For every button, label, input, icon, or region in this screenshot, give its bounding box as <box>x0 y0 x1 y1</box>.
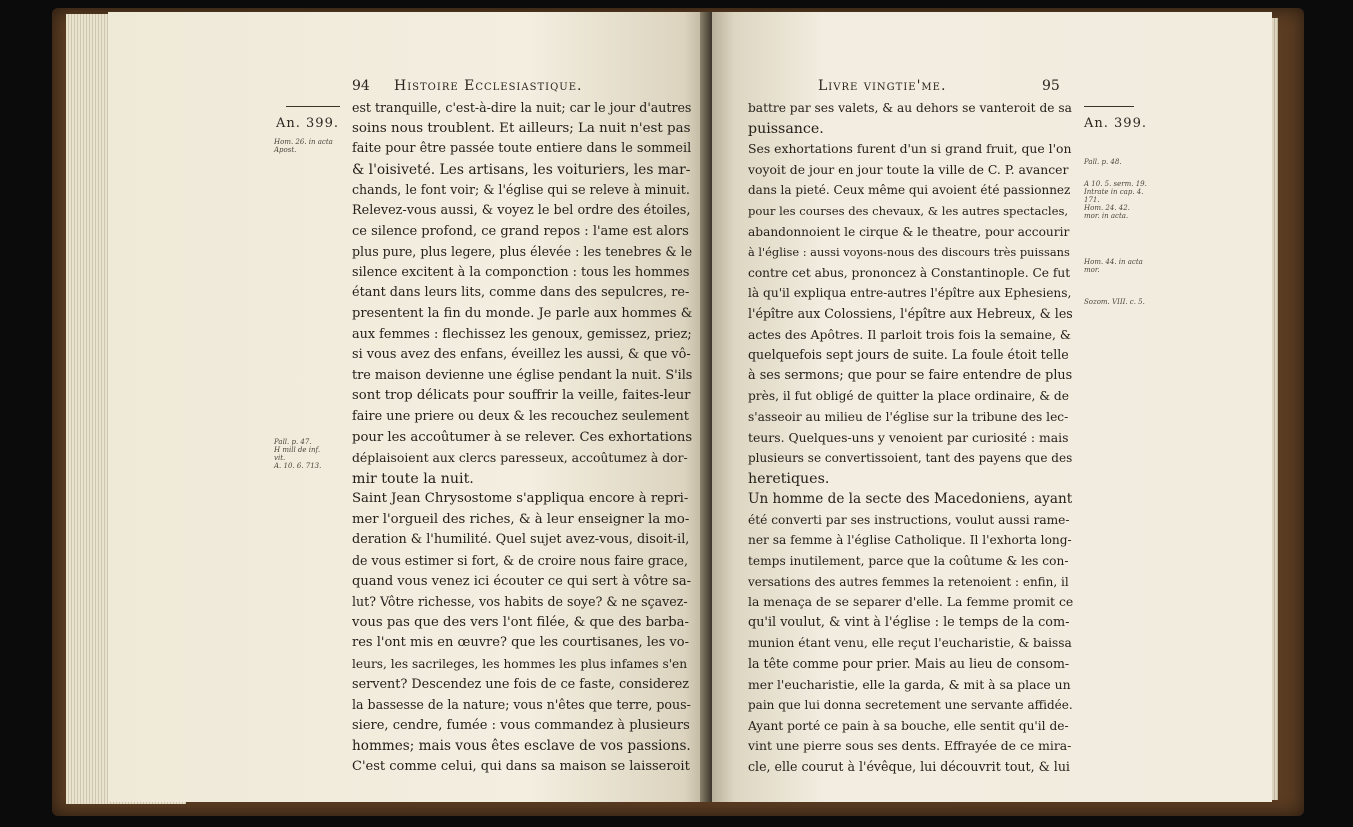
left-year: An. 399. <box>276 116 339 131</box>
text-line: tre maison devienne une église pendant la nuit. S'ils <box>352 367 692 383</box>
text-line: plus pure, plus legere, plus élevée : les tenebres & le <box>352 244 692 260</box>
text-line: faire une priere ou deux & les recouchez seulement <box>352 408 689 424</box>
text-line: C'est comme celui, qui dans sa maison se laisseroit <box>352 759 690 774</box>
text-line: étant dans leurs lits, comme dans des sepulcres, re- <box>352 285 690 301</box>
text-line: faite pour être passée toute entiere dans le sommeil <box>352 141 692 157</box>
text-line: temps inutilement, parce que la coûtume & les con- <box>748 554 1069 569</box>
text-line: l'épître aux Colossiens, l'épître aux Hebreux, & les <box>748 305 1073 321</box>
text-line: pour les accoûtumer à se relever. Ces exhortations <box>352 429 692 445</box>
text-line: sont trop délicats pour souffrir la veille, faites-leur <box>352 388 691 404</box>
text-line: lut? Vôtre richesse, vos habits de soye? & ne sçavez- <box>352 594 688 610</box>
margin-note: Hom. 44. in acta mor. <box>1084 258 1143 274</box>
text-line: de vous estimer si fort, & de croire nous faire grace, <box>352 553 688 569</box>
right-running-head: Livre vingtie'me. <box>818 78 947 94</box>
text-line: puissance. <box>748 120 824 137</box>
text-line: mer l'eucharistie, elle la garda, & mit à sa place un <box>748 676 1071 692</box>
text-line: qu'il voulut, & vint à l'église : le temps de la com- <box>748 614 1070 630</box>
text-line: ce silence profond, ce grand repos : l'ame est alors <box>352 223 689 239</box>
text-line: mer l'orgueil des riches, & à leur enseigner la mo- <box>352 511 690 527</box>
text-line: contre cet abus, prononcez à Constantinople. Ce fut <box>748 265 1071 280</box>
left-running-head: Histoire Ecclesiastique. <box>394 78 583 94</box>
text-line: est tranquille, c'est-à-dire la nuit; car le jour d'autres <box>352 100 692 115</box>
text-line: quand vous venez ici écouter ce qui sert à vôtre sa- <box>352 573 692 589</box>
text-line: vous pas que des vers l'ont filée, & que des barba- <box>352 614 689 630</box>
right-page-number: 95 <box>1042 78 1060 94</box>
text-line: cle, elle courut à l'évêque, lui découvrit tout, & lui <box>748 759 1070 774</box>
text-line: abandonnoient le cirque & le theatre, pour accourir <box>748 224 1070 239</box>
right-year: An. 399. <box>1084 116 1147 131</box>
text-line: servent? Descendez une fois de ce faste, considerez <box>352 676 690 692</box>
text-line: pour les courses des chevaux, & les autres spectacles, <box>748 203 1069 218</box>
text-line: battre par ses valets, & au dehors se vanteroit de sa <box>748 101 1072 115</box>
text-line: pain que lui donna secretement une servante affidée. <box>748 698 1073 713</box>
right-body-text <box>748 98 1073 778</box>
text-line: Un homme de la secte des Macedoniens, ayant <box>748 491 1073 508</box>
text-line: Relevez-vous aussi, & voyez le bel ordre des étoiles, <box>352 202 691 218</box>
text-line: leurs, les sacrileges, les hommes les plus infames s'en <box>352 657 688 672</box>
text-line: à l'église : aussi voyons-nous des discours très puissans <box>748 245 1070 260</box>
text-line: deration & l'humilité. Quel sujet avez-vous, disoit-il, <box>352 532 690 548</box>
text-line: munion étant venu, elle reçut l'eucharistie, & baissa <box>748 636 1072 651</box>
text-line: Ayant porté ce pain à sa bouche, elle sentit qu'il de- <box>748 718 1069 733</box>
text-line: silence excitent à la componction : tous les hommes <box>352 264 690 280</box>
text-line: près, il fut obligé de quitter la place ordinaire, & de <box>748 389 1069 404</box>
text-line: plusieurs se convertissoient, tant des payens que des <box>748 451 1073 466</box>
year-rule <box>286 106 340 107</box>
right-page <box>712 12 1272 802</box>
text-line: à ses sermons; que pour se faire entendre de plus <box>748 367 1073 383</box>
margin-note: Hom. 26. in acta Apost. <box>274 138 333 154</box>
text-line: versations des autres femmes la retenoient : enfin, il <box>748 574 1069 589</box>
text-line: vint une pierre sous ses dents. Effrayée de ce mira- <box>748 738 1072 754</box>
text-line: la tête comme pour prier. Mais au lieu de consom- <box>748 656 1070 672</box>
text-line: res l'ont mis en œuvre? que les courtisanes, les vo- <box>352 635 689 651</box>
text-line: Ses exhortations furent d'un si grand fruit, que l'on <box>748 141 1072 157</box>
margin-note: Sozom. VIII. c. 5. <box>1084 298 1145 306</box>
text-line: quelquefois sept jours de suite. La foule étoit telle <box>748 347 1069 363</box>
text-line: la menaça de se separer d'elle. La femme promit ce <box>748 594 1073 610</box>
left-page <box>108 12 708 802</box>
text-line: s'asseoir au milieu de l'église sur la tribune des lec- <box>748 409 1069 424</box>
text-line: actes des Apôtres. Il parloit trois fois la semaine, & <box>748 326 1071 342</box>
text-line: teurs. Quelques-uns y venoient par curiosité : mais <box>748 429 1069 445</box>
text-line: été converti par ses instructions, voulut aussi rame- <box>748 512 1070 527</box>
text-line: & l'oisiveté. Les artisans, les voituriers, les mar- <box>352 161 691 178</box>
margin-note: Pall. p. 47. H mill de inf. vit. A. 10. 6. 713. <box>274 438 322 470</box>
margin-note: Pall. p. 48. <box>1084 158 1122 166</box>
text-line: mir toute la nuit. <box>352 470 474 487</box>
text-line: siere, cendre, fumée : vous commandez à plusieurs <box>352 717 690 733</box>
text-line: là qu'il expliqua entre-autres l'épître aux Ephesiens, <box>748 286 1072 301</box>
text-line: dans la pieté. Ceux même qui avoient été passionnez <box>748 183 1071 198</box>
margin-note: A 10. 5. serm. 19. Intrate in cap. 4. 171. Hom. 24. 42. mor. in acta. <box>1084 180 1147 220</box>
text-line: déplaisoient aux clercs paresseux, accoûtumez à dor- <box>352 450 688 466</box>
text-line: voyoit de jour en jour toute la ville de C. P. avancer <box>748 161 1069 177</box>
text-line: hommes; mais vous êtes esclave de vos passions. <box>352 738 691 755</box>
text-line: presentent la fin du monde. Je parle aux hommes & <box>352 305 692 321</box>
text-line: aux femmes : flechissez les genoux, gemissez, priez; <box>352 326 692 342</box>
year-rule <box>1084 106 1134 107</box>
text-line: la bassesse de la nature; vous n'êtes que terre, pous- <box>352 697 691 713</box>
text-line: heretiques. <box>748 470 830 487</box>
left-page-number: 94 <box>352 78 370 94</box>
text-line: Saint Jean Chrysostome s'appliqua encore à repri- <box>352 491 689 507</box>
left-body-text <box>352 98 692 778</box>
text-line: si vous avez des enfans, éveillez les aussi, & que vô- <box>352 347 691 363</box>
text-line: ner sa femme à l'église Catholique. Il l'exhorta long- <box>748 533 1072 548</box>
text-line: chands, le font voir; & l'église qui se releve à minuit. <box>352 182 690 198</box>
text-line: soins nous troublent. Et ailleurs; La nuit n'est pas <box>352 120 691 136</box>
